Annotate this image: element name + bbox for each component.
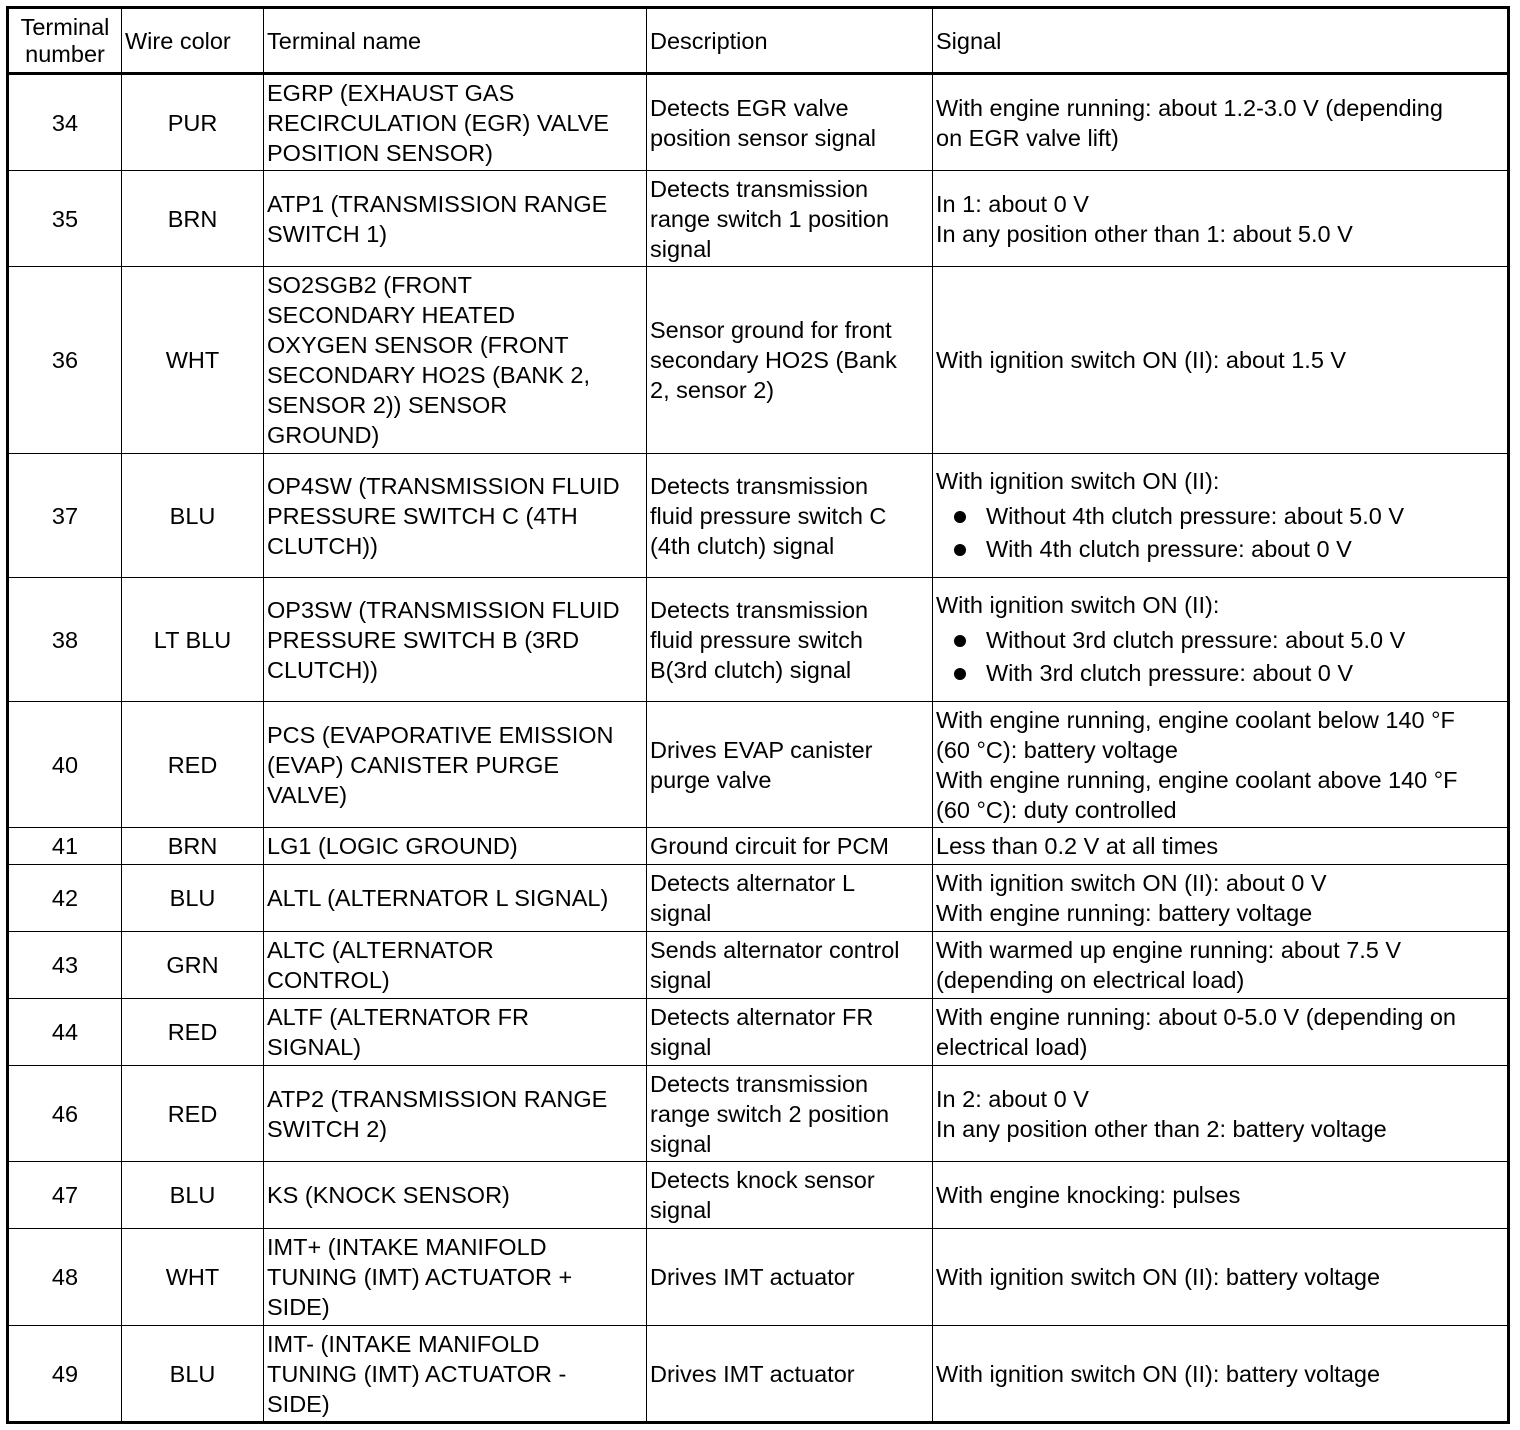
signal-line: electrical load): [936, 1034, 1088, 1060]
description-line: Detects knock sensor: [650, 1167, 875, 1193]
signal-cell: [933, 1066, 1509, 1162]
signal-cell: [933, 1162, 1509, 1229]
signal-line: (60 °C): battery voltage: [936, 736, 1178, 763]
terminal-name-line: ATP1 (TRANSMISSION RANGE: [267, 190, 608, 217]
description-line: Detects EGR valve: [650, 94, 849, 121]
terminal-name-line: SWITCH 1): [267, 220, 388, 247]
description-line: Sensor ground for front: [650, 317, 892, 343]
terminal-name-line: POSITION SENSOR): [267, 139, 493, 166]
table-row: [8, 1229, 1509, 1326]
signal-line: With engine running: about 0-5.0 V (depending on: [936, 1004, 1456, 1030]
terminal-name-line: PRESSURE SWITCH B (3RD: [267, 626, 580, 653]
signal-cell: [933, 1229, 1509, 1326]
terminal-number-cell: 38: [8, 578, 122, 702]
wire-color-cell: PUR: [122, 74, 264, 171]
terminal-name-line: OP3SW (TRANSMISSION FLUID: [267, 596, 620, 623]
description-line: (4th clutch) signal: [650, 532, 835, 559]
signal-line: With ignition switch ON (II): battery voltage: [936, 1264, 1381, 1290]
signal-line: With ignition switch ON (II):: [936, 467, 1220, 494]
signal-line: With ignition switch ON (II): about 0 V: [936, 870, 1327, 896]
signal-cell: [933, 932, 1509, 999]
wire-color-cell: LT BLU: [122, 578, 264, 702]
description-line: signal: [650, 967, 712, 993]
signal-bullet-list: [936, 500, 1504, 566]
terminal-number-cell: 34: [8, 74, 122, 171]
terminal-name-line: GROUND): [267, 422, 380, 448]
table-row: [8, 865, 1509, 932]
terminal-table-page: [6, 6, 1507, 1424]
signal-line: Less than 0.2 V at all times: [936, 833, 1219, 859]
table-row: [8, 74, 1509, 171]
header-terminal-name: Terminal name: [264, 8, 647, 74]
wire-color-cell: BRN: [122, 171, 264, 267]
wire-color-cell: RED: [122, 702, 264, 828]
wire-color-cell: RED: [122, 999, 264, 1066]
terminal-name-cell: [264, 999, 647, 1066]
terminal-name-line: PRESSURE SWITCH C (4TH: [267, 502, 578, 529]
terminal-name-line: SIDE): [267, 1390, 330, 1417]
signal-bullet-item: With 4th clutch pressure: about 0 V: [936, 533, 1504, 566]
signal-cell: [933, 454, 1509, 578]
description-line: B(3rd clutch) signal: [650, 656, 852, 683]
signal-line: With ignition switch ON (II):: [936, 591, 1220, 618]
terminal-name-line: ATP2 (TRANSMISSION RANGE: [267, 1085, 608, 1112]
terminal-name-cell: [264, 1326, 647, 1423]
description-cell: [647, 828, 933, 865]
wire-color-cell: RED: [122, 1066, 264, 1162]
signal-line: (60 °C): duty controlled: [936, 796, 1177, 823]
wire-color-cell: BRN: [122, 828, 264, 865]
terminal-number-cell: 47: [8, 1162, 122, 1229]
signal-cell: [933, 1326, 1509, 1423]
description-cell: [647, 999, 933, 1066]
signal-line: In any position other than 2: battery voltage: [936, 1115, 1387, 1142]
signal-line: In any position other than 1: about 5.0 V: [936, 220, 1353, 247]
terminal-name-line: SECONDARY HO2S (BANK 2,: [267, 362, 591, 388]
terminal-name-line: OXYGEN SENSOR (FRONT: [267, 332, 569, 358]
terminal-number-cell: 46: [8, 1066, 122, 1162]
terminal-table: [6, 6, 1510, 1424]
signal-line: on EGR valve lift): [936, 124, 1119, 151]
signal-line: With engine running: about 1.2-3.0 V (depending: [936, 94, 1443, 121]
description-line: Sends alternator control: [650, 937, 900, 963]
signal-cell: [933, 702, 1509, 828]
description-cell: [647, 1066, 933, 1162]
signal-cell: [933, 171, 1509, 267]
description-line: signal: [650, 1130, 712, 1157]
terminal-number-cell: 49: [8, 1326, 122, 1423]
signal-line: In 2: about 0 V: [936, 1085, 1089, 1112]
description-cell: [647, 932, 933, 999]
description-line: Detects transmission: [650, 472, 869, 499]
description-line: purge valve: [650, 766, 772, 793]
description-line: signal: [650, 1197, 712, 1223]
description-line: range switch 2 position: [650, 1100, 890, 1127]
terminal-name-line: VALVE): [267, 781, 348, 808]
description-cell: [647, 702, 933, 828]
description-line: fluid pressure switch: [650, 626, 863, 653]
terminal-name-line: KS (KNOCK SENSOR): [267, 1182, 510, 1208]
terminal-number-cell: 36: [8, 267, 122, 454]
terminal-name-line: OP4SW (TRANSMISSION FLUID: [267, 472, 620, 499]
terminal-name-line: TUNING (IMT) ACTUATOR -: [267, 1360, 567, 1387]
wire-color-cell: WHT: [122, 1229, 264, 1326]
table-header-row: [8, 8, 1509, 74]
terminal-name-line: ALTL (ALTERNATOR L SIGNAL): [267, 885, 609, 911]
wire-color-cell: BLU: [122, 1326, 264, 1423]
description-line: signal: [650, 900, 712, 926]
signal-bullet-item: Without 4th clutch pressure: about 5.0 V: [936, 500, 1504, 533]
signal-bullet-item: With 3rd clutch pressure: about 0 V: [936, 657, 1504, 690]
signal-cell: [933, 74, 1509, 171]
terminal-name-line: SIGNAL): [267, 1034, 362, 1060]
terminal-name-line: ALTF (ALTERNATOR FR: [267, 1004, 529, 1030]
wire-color-cell: BLU: [122, 454, 264, 578]
header-wire-color: Wire color: [122, 8, 264, 74]
description-line: Detects transmission: [650, 596, 869, 623]
signal-line: With engine running, engine coolant below 140 °F: [936, 706, 1455, 733]
wire-color-cell: GRN: [122, 932, 264, 999]
terminal-number-cell: 48: [8, 1229, 122, 1326]
terminal-name-line: IMT- (INTAKE MANIFOLD: [267, 1330, 540, 1357]
terminal-number-cell: 37: [8, 454, 122, 578]
terminal-number-cell: 44: [8, 999, 122, 1066]
description-line: Detects alternator L: [650, 870, 856, 896]
terminal-name-line: EGRP (EXHAUST GAS: [267, 79, 515, 106]
description-line: 2, sensor 2): [650, 377, 775, 403]
terminal-name-line: RECIRCULATION (EGR) VALVE: [267, 109, 610, 136]
description-cell: [647, 1229, 933, 1326]
description-cell: [647, 454, 933, 578]
header-terminal-number: Terminal number: [8, 8, 122, 74]
table-row: [8, 932, 1509, 999]
terminal-number-cell: 43: [8, 932, 122, 999]
table-body: [8, 74, 1509, 1423]
terminal-name-line: SWITCH 2): [267, 1115, 388, 1142]
description-cell: [647, 865, 933, 932]
terminal-name-line: PCS (EVAPORATIVE EMISSION: [267, 721, 614, 748]
description-cell: [647, 1326, 933, 1423]
description-cell: [647, 1162, 933, 1229]
terminal-name-cell: [264, 1229, 647, 1326]
terminal-name-line: IMT+ (INTAKE MANIFOLD: [267, 1234, 547, 1260]
terminal-name-cell: [264, 828, 647, 865]
terminal-name-cell: [264, 578, 647, 702]
signal-line: With engine knocking: pulses: [936, 1182, 1241, 1208]
terminal-name-line: (EVAP) CANISTER PURGE: [267, 751, 560, 778]
table-row: [8, 999, 1509, 1066]
table-row: [8, 1066, 1509, 1162]
terminal-name-line: SO2SGB2 (FRONT: [267, 272, 473, 298]
terminal-name-line: SENSOR 2)) SENSOR: [267, 392, 508, 418]
terminal-number-cell: 41: [8, 828, 122, 865]
table-row: [8, 578, 1509, 702]
description-line: Drives IMT actuator: [650, 1264, 855, 1290]
description-line: Drives EVAP canister: [650, 736, 873, 763]
signal-line: With engine running: battery voltage: [936, 900, 1313, 926]
header-signal: Signal: [933, 8, 1509, 74]
signal-cell: [933, 999, 1509, 1066]
table-row: [8, 267, 1509, 454]
terminal-name-cell: [264, 702, 647, 828]
signal-line: With warmed up engine running: about 7.5 V: [936, 937, 1402, 963]
description-line: secondary HO2S (Bank: [650, 347, 897, 373]
description-line: Drives IMT actuator: [650, 1360, 855, 1387]
header-description: Description: [647, 8, 933, 74]
terminal-name-line: CLUTCH)): [267, 532, 378, 559]
description-line: signal: [650, 1034, 712, 1060]
wire-color-cell: BLU: [122, 1162, 264, 1229]
description-line: Detects alternator FR: [650, 1004, 874, 1030]
terminal-name-line: CONTROL): [267, 967, 390, 993]
signal-cell: [933, 578, 1509, 702]
terminal-name-cell: [264, 74, 647, 171]
terminal-name-cell: [264, 1066, 647, 1162]
signal-cell: [933, 267, 1509, 454]
terminal-name-line: TUNING (IMT) ACTUATOR +: [267, 1264, 573, 1290]
table-row: [8, 171, 1509, 267]
table-row: [8, 828, 1509, 865]
signal-bullet-list: [936, 624, 1504, 690]
terminal-name-line: LG1 (LOGIC GROUND): [267, 833, 518, 859]
table-row: [8, 1162, 1509, 1229]
terminal-name-cell: [264, 171, 647, 267]
description-line: Ground circuit for PCM: [650, 833, 889, 859]
terminal-name-cell: [264, 865, 647, 932]
terminal-name-cell: [264, 932, 647, 999]
signal-line: With ignition switch ON (II): about 1.5 V: [936, 347, 1347, 373]
description-line: Detects transmission: [650, 1070, 869, 1097]
terminal-name-cell: [264, 267, 647, 454]
terminal-name-cell: [264, 1162, 647, 1229]
description-cell: [647, 267, 933, 454]
description-line: Detects transmission: [650, 175, 869, 202]
terminal-name-line: SECONDARY HEATED: [267, 302, 516, 328]
terminal-name-line: ALTC (ALTERNATOR: [267, 937, 494, 963]
signal-line: With ignition switch ON (II): battery voltage: [936, 1360, 1381, 1387]
signal-line: (depending on electrical load): [936, 967, 1245, 993]
description-cell: [647, 171, 933, 267]
terminal-number-cell: 40: [8, 702, 122, 828]
terminal-number-cell: 42: [8, 865, 122, 932]
description-cell: [647, 74, 933, 171]
wire-color-cell: BLU: [122, 865, 264, 932]
signal-bullet-item: Without 3rd clutch pressure: about 5.0 V: [936, 624, 1504, 657]
signal-cell: [933, 828, 1509, 865]
signal-cell: [933, 865, 1509, 932]
terminal-name-line: CLUTCH)): [267, 656, 378, 683]
description-cell: [647, 578, 933, 702]
description-line: range switch 1 position: [650, 205, 890, 232]
signal-line: With engine running, engine coolant above 140 °F: [936, 766, 1458, 793]
description-line: fluid pressure switch C: [650, 502, 887, 529]
description-line: signal: [650, 235, 712, 262]
table-row: [8, 1326, 1509, 1423]
table-row: [8, 702, 1509, 828]
signal-line: In 1: about 0 V: [936, 190, 1089, 217]
terminal-number-cell: 35: [8, 171, 122, 267]
wire-color-cell: WHT: [122, 267, 264, 454]
terminal-name-cell: [264, 454, 647, 578]
description-line: position sensor signal: [650, 124, 876, 151]
table-row: [8, 454, 1509, 578]
terminal-name-line: SIDE): [267, 1294, 330, 1320]
